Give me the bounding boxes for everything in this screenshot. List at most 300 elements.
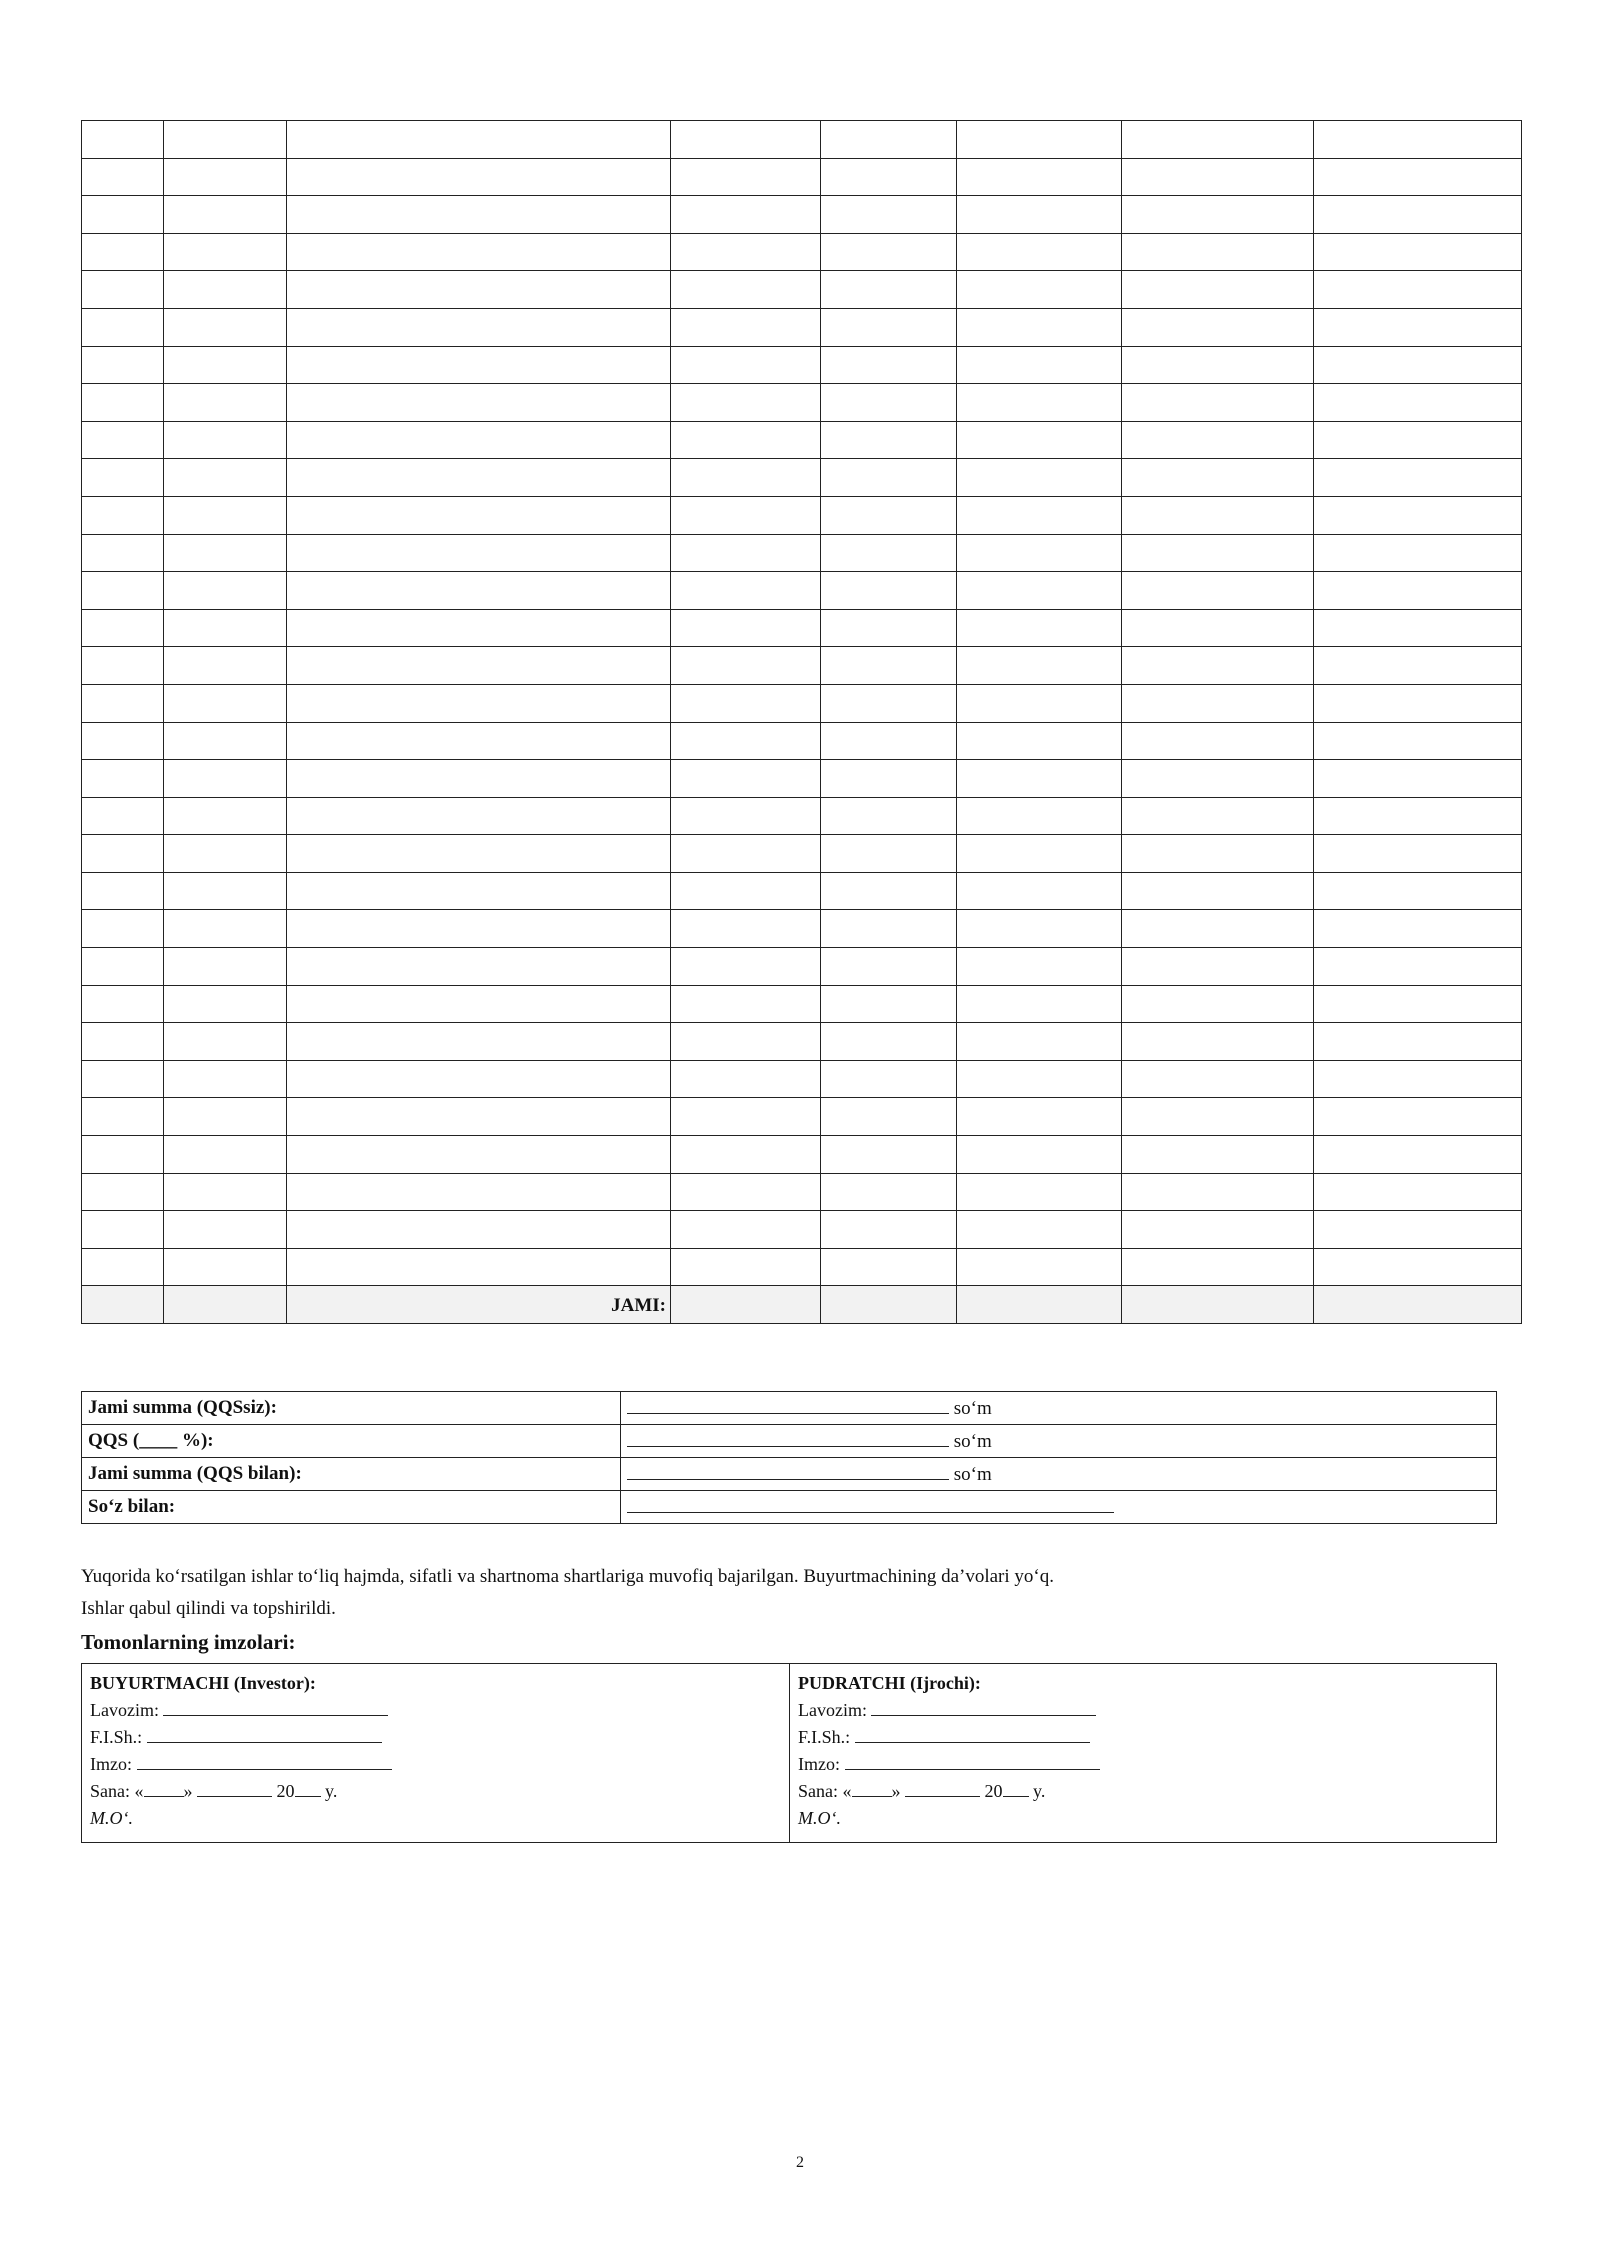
table-cell[interactable] [82,346,164,384]
table-cell[interactable] [957,1098,1122,1136]
table-cell[interactable] [671,459,821,497]
table-cell[interactable] [287,233,671,271]
date-close-quote: » [183,1781,193,1801]
table-cell[interactable] [821,459,957,497]
table-cell[interactable] [1314,233,1522,271]
table-cell[interactable] [671,948,821,986]
table-cell[interactable] [821,835,957,873]
table-cell[interactable] [671,1173,821,1211]
table-cell[interactable] [164,572,287,610]
table-cell[interactable] [821,910,957,948]
table-cell[interactable] [821,572,957,610]
table-cell[interactable] [1122,722,1314,760]
amount-blank-line[interactable] [627,1396,949,1414]
table-cell[interactable] [82,121,164,159]
table-cell[interactable] [164,948,287,986]
table-cell[interactable] [1122,835,1314,873]
table-cell[interactable] [287,985,671,1023]
amount-blank-line[interactable] [627,1462,949,1480]
table-cell[interactable] [82,233,164,271]
table-cell[interactable] [287,1211,671,1249]
table-cell[interactable] [671,1060,821,1098]
table-cell[interactable] [164,1136,287,1174]
table-cell[interactable] [1314,384,1522,422]
table-cell[interactable] [287,1023,671,1061]
table-cell[interactable] [164,534,287,572]
table-row [82,271,1522,309]
table-cell[interactable] [957,872,1122,910]
table-cell[interactable] [1122,985,1314,1023]
table-cell[interactable] [957,271,1122,309]
table-cell[interactable] [1314,346,1522,384]
table-cell[interactable] [821,233,957,271]
table-cell[interactable] [164,1098,287,1136]
table-cell[interactable] [821,308,957,346]
table-cell[interactable] [957,684,1122,722]
table-cell[interactable] [1314,760,1522,798]
table-cell[interactable] [1314,121,1522,159]
table-cell[interactable] [671,496,821,534]
name-label: F.I.Sh.: [798,1727,851,1747]
table-row [82,572,1522,610]
table-row [82,797,1522,835]
table-cell[interactable] [287,722,671,760]
total-cell[interactable] [1314,1286,1522,1324]
table-cell[interactable] [1314,1060,1522,1098]
table-cell[interactable] [957,760,1122,798]
table-cell[interactable] [164,1060,287,1098]
month-blank-line[interactable] [197,1779,272,1797]
table-cell[interactable] [1122,797,1314,835]
table-cell[interactable] [287,121,671,159]
table-cell[interactable] [821,346,957,384]
table-cell[interactable] [164,421,287,459]
signature-blank-line[interactable] [845,1752,1100,1770]
summary-label: Jami summa (QQSsiz): [82,1392,621,1425]
table-cell[interactable] [82,308,164,346]
table-cell[interactable] [957,1211,1122,1249]
table-cell[interactable] [1314,1098,1522,1136]
table-cell[interactable] [957,534,1122,572]
table-cell[interactable] [671,1248,821,1286]
table-cell[interactable] [82,948,164,986]
table-cell[interactable] [821,1248,957,1286]
table-cell[interactable] [82,609,164,647]
table-cell[interactable] [164,835,287,873]
table-cell[interactable] [957,1248,1122,1286]
table-cell[interactable] [1122,872,1314,910]
signature-line [90,1751,781,1778]
table-cell[interactable] [671,271,821,309]
table-cell[interactable] [821,872,957,910]
amount-in-words-blank-line[interactable] [627,1495,1114,1513]
table-cell[interactable] [82,1248,164,1286]
table-cell[interactable] [821,421,957,459]
table-cell[interactable] [287,384,671,422]
table-cell[interactable] [957,308,1122,346]
table-cell[interactable] [821,1173,957,1211]
table-cell[interactable] [671,910,821,948]
table-cell[interactable] [287,647,671,685]
table-cell[interactable] [821,647,957,685]
table-cell[interactable] [821,1211,957,1249]
table-cell[interactable] [957,910,1122,948]
table-cell[interactable] [82,421,164,459]
table-cell[interactable] [671,609,821,647]
summary-value-cell[interactable] [621,1458,1497,1491]
table-cell[interactable] [82,910,164,948]
table-cell[interactable] [671,196,821,234]
table-cell[interactable] [1314,1173,1522,1211]
table-cell[interactable] [287,1173,671,1211]
table-cell[interactable] [671,1098,821,1136]
table-cell[interactable] [957,233,1122,271]
table-cell[interactable] [82,835,164,873]
table-cell[interactable] [287,346,671,384]
table-cell[interactable] [164,684,287,722]
table-cell[interactable] [1314,797,1522,835]
table-cell[interactable] [287,872,671,910]
table-cell[interactable] [957,835,1122,873]
table-cell[interactable] [164,760,287,798]
table-cell[interactable] [821,496,957,534]
table-cell[interactable] [164,308,287,346]
position-line [798,1697,1488,1724]
table-cell[interactable] [1314,1136,1522,1174]
table-cell[interactable] [957,158,1122,196]
table-cell[interactable] [82,797,164,835]
table-cell[interactable] [671,1136,821,1174]
table-cell[interactable] [957,1023,1122,1061]
table-cell[interactable] [1122,496,1314,534]
table-cell[interactable] [671,760,821,798]
table-cell[interactable] [1314,271,1522,309]
year-blank-line[interactable] [295,1779,321,1797]
table-cell[interactable] [1122,384,1314,422]
table-cell[interactable] [82,985,164,1023]
signature-label: Imzo: [90,1754,132,1774]
table-cell[interactable] [957,1060,1122,1098]
stamp-label: M.O‘. [90,1808,133,1828]
year-prefix: 20 [276,1781,295,1801]
table-cell[interactable] [671,647,821,685]
day-blank-line[interactable] [852,1779,892,1797]
table-cell[interactable] [164,346,287,384]
table-cell[interactable] [821,121,957,159]
table-cell[interactable] [957,421,1122,459]
table-cell[interactable] [957,985,1122,1023]
table-cell[interactable] [1122,421,1314,459]
table-cell[interactable] [671,233,821,271]
table-cell[interactable] [287,271,671,309]
table-cell[interactable] [957,384,1122,422]
table-cell[interactable] [164,271,287,309]
table-cell[interactable] [164,985,287,1023]
table-cell[interactable] [1314,985,1522,1023]
table-cell[interactable] [287,308,671,346]
table-cell[interactable] [164,121,287,159]
table-cell[interactable] [287,421,671,459]
name-blank-line[interactable] [855,1725,1090,1743]
total-cell[interactable] [821,1286,957,1324]
table-cell[interactable] [287,609,671,647]
table-cell[interactable] [671,384,821,422]
table-cell[interactable] [671,797,821,835]
currency-unit: so‘m [953,1431,992,1452]
table-cell[interactable] [287,1060,671,1098]
table-row [82,609,1522,647]
position-line [90,1697,781,1724]
table-cell[interactable] [671,572,821,610]
table-cell[interactable] [1122,346,1314,384]
table-cell[interactable] [82,271,164,309]
table-cell[interactable] [821,684,957,722]
table-cell[interactable] [164,459,287,497]
table-cell[interactable] [82,158,164,196]
table-cell[interactable] [1314,534,1522,572]
table-cell[interactable] [1314,1211,1522,1249]
table-cell[interactable] [164,1173,287,1211]
table-cell[interactable] [287,158,671,196]
table-cell[interactable] [287,1136,671,1174]
table-cell[interactable] [957,647,1122,685]
table-cell[interactable] [164,722,287,760]
table-cell[interactable] [821,948,957,986]
table-cell[interactable] [1122,609,1314,647]
table-cell[interactable] [671,835,821,873]
table-cell[interactable] [1314,572,1522,610]
table-cell[interactable] [82,496,164,534]
table-cell[interactable] [164,384,287,422]
table-cell[interactable] [82,459,164,497]
table-cell[interactable] [957,459,1122,497]
table-cell[interactable] [1122,196,1314,234]
table-cell[interactable] [671,1023,821,1061]
table-cell[interactable] [1314,647,1522,685]
table-cell[interactable] [957,346,1122,384]
table-cell[interactable] [82,1136,164,1174]
total-cell[interactable] [1122,1286,1314,1324]
table-cell[interactable] [164,647,287,685]
table-cell[interactable] [287,1098,671,1136]
table-cell[interactable] [287,684,671,722]
table-cell[interactable] [82,196,164,234]
table-cell[interactable] [821,760,957,798]
table-cell[interactable] [82,384,164,422]
table-cell[interactable] [82,572,164,610]
summary-value-cell[interactable] [621,1392,1497,1425]
table-cell[interactable] [287,1248,671,1286]
table-cell[interactable] [164,233,287,271]
table-cell[interactable] [957,722,1122,760]
year-blank-line[interactable] [1003,1779,1029,1797]
day-blank-line[interactable] [144,1779,184,1797]
table-cell[interactable] [287,948,671,986]
table-cell[interactable] [957,1173,1122,1211]
table-cell[interactable] [1314,1023,1522,1061]
table-cell[interactable] [82,760,164,798]
date-close-quote: » [891,1781,901,1801]
table-cell[interactable] [1314,421,1522,459]
table-cell[interactable] [287,835,671,873]
table-cell[interactable] [1314,496,1522,534]
table-cell[interactable] [1314,459,1522,497]
amount-blank-line[interactable] [627,1429,949,1447]
table-cell[interactable] [671,158,821,196]
table-cell[interactable] [164,797,287,835]
table-cell[interactable] [1122,158,1314,196]
summary-label: Jami summa (QQS bilan): [82,1458,621,1491]
table-cell[interactable] [164,609,287,647]
table-row [82,121,1522,159]
table-cell[interactable] [82,722,164,760]
table-cell[interactable] [287,496,671,534]
month-blank-line[interactable] [905,1779,980,1797]
table-cell[interactable] [1314,722,1522,760]
table-cell[interactable] [1122,308,1314,346]
table-cell[interactable] [1314,910,1522,948]
table-cell[interactable] [1122,910,1314,948]
currency-unit: so‘m [953,1398,992,1419]
table-cell[interactable] [164,872,287,910]
table-cell[interactable] [287,572,671,610]
position-label: Lavozim: [90,1700,159,1720]
table-cell[interactable] [82,1173,164,1211]
total-cell [82,1286,164,1324]
table-cell[interactable] [164,1211,287,1249]
table-cell[interactable] [1122,1211,1314,1249]
table-cell[interactable] [671,1211,821,1249]
summary-value-cell[interactable] [621,1491,1497,1524]
table-cell[interactable] [957,948,1122,986]
table-cell[interactable] [821,158,957,196]
table-cell[interactable] [287,797,671,835]
table-row [82,1023,1522,1061]
table-cell[interactable] [1122,1173,1314,1211]
table-cell[interactable] [821,609,957,647]
table-cell[interactable] [82,647,164,685]
table-cell[interactable] [671,534,821,572]
table-cell[interactable] [82,1060,164,1098]
table-cell[interactable] [1122,1136,1314,1174]
table-cell[interactable] [1122,1098,1314,1136]
table-cell[interactable] [1314,1248,1522,1286]
table-cell[interactable] [1122,121,1314,159]
table-cell[interactable] [671,684,821,722]
table-cell[interactable] [287,459,671,497]
position-blank-line[interactable] [163,1698,388,1716]
table-row [82,760,1522,798]
table-cell[interactable] [821,271,957,309]
table-cell[interactable] [1314,684,1522,722]
table-cell[interactable] [671,121,821,159]
table-cell[interactable] [671,985,821,1023]
table-cell[interactable] [957,496,1122,534]
table-cell[interactable] [82,872,164,910]
table-cell[interactable] [821,985,957,1023]
table-cell[interactable] [1122,760,1314,798]
table-cell[interactable] [1122,1248,1314,1286]
table-cell[interactable] [671,722,821,760]
table-cell[interactable] [1314,948,1522,986]
table-cell[interactable] [1314,609,1522,647]
table-cell[interactable] [82,534,164,572]
table-cell[interactable] [1122,1060,1314,1098]
table-cell[interactable] [821,797,957,835]
table-cell[interactable] [164,196,287,234]
total-cell[interactable] [671,1286,821,1324]
table-cell[interactable] [164,496,287,534]
signatures-table [81,1663,1497,1843]
table-row [82,835,1522,873]
table-cell[interactable] [821,1098,957,1136]
table-cell[interactable] [821,384,957,422]
table-cell[interactable] [1122,684,1314,722]
table-cell[interactable] [821,1023,957,1061]
table-cell[interactable] [957,797,1122,835]
table-cell[interactable] [287,534,671,572]
table-cell[interactable] [1314,835,1522,873]
table-cell[interactable] [164,1023,287,1061]
table-cell[interactable] [821,534,957,572]
table-cell[interactable] [1122,534,1314,572]
table-cell[interactable] [821,722,957,760]
table-cell[interactable] [1122,572,1314,610]
table-row [82,1248,1522,1286]
table-cell[interactable] [821,1060,957,1098]
table-cell[interactable] [671,872,821,910]
table-cell[interactable] [287,196,671,234]
table-cell[interactable] [164,158,287,196]
table-cell[interactable] [1122,233,1314,271]
table-cell[interactable] [82,684,164,722]
table-cell[interactable] [1122,271,1314,309]
table-cell[interactable] [82,1023,164,1061]
table-cell[interactable] [1122,1023,1314,1061]
table-cell[interactable] [164,1248,287,1286]
table-cell[interactable] [1122,459,1314,497]
table-cell[interactable] [1314,158,1522,196]
table-cell[interactable] [1122,948,1314,986]
table-cell[interactable] [671,346,821,384]
table-cell[interactable] [1314,872,1522,910]
position-blank-line[interactable] [871,1698,1096,1716]
table-cell[interactable] [957,572,1122,610]
name-blank-line[interactable] [147,1725,382,1743]
table-cell[interactable] [1314,196,1522,234]
signature-blank-line[interactable] [137,1752,392,1770]
table-cell[interactable] [957,1136,1122,1174]
table-cell[interactable] [957,196,1122,234]
table-cell[interactable] [287,760,671,798]
summary-label: So‘z bilan: [82,1491,621,1524]
table-cell[interactable] [82,1211,164,1249]
table-cell[interactable] [957,121,1122,159]
table-cell[interactable] [287,910,671,948]
table-cell[interactable] [821,1136,957,1174]
table-cell[interactable] [1314,308,1522,346]
table-cell[interactable] [821,196,957,234]
summary-value-cell[interactable] [621,1425,1497,1458]
table-cell[interactable] [164,910,287,948]
table-cell[interactable] [671,308,821,346]
table-row [82,496,1522,534]
table-cell[interactable] [82,1098,164,1136]
table-cell[interactable] [671,421,821,459]
table-cell[interactable] [1122,647,1314,685]
table-cell[interactable] [957,609,1122,647]
total-cell[interactable] [957,1286,1122,1324]
